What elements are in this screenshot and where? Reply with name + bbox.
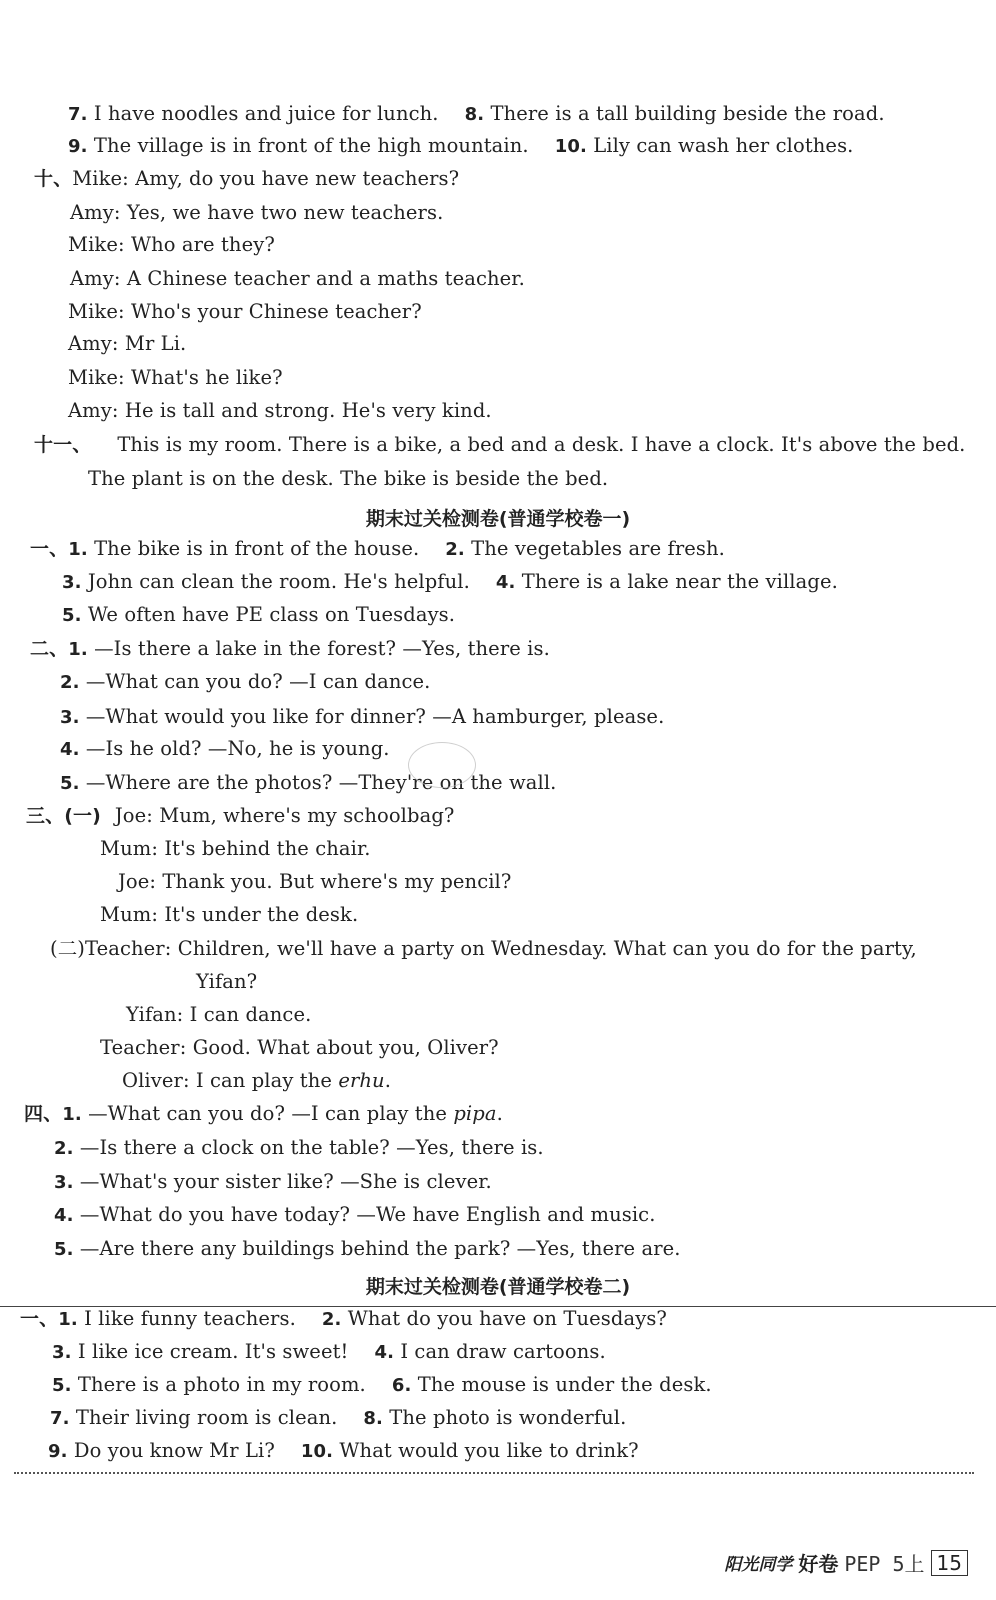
answer-line: 一、1. I like funny teachers. 2. What do you have on Tuesdays? — [20, 1307, 667, 1330]
dialog-line: Amy: Yes, we have two new teachers. — [70, 201, 444, 224]
exam-title-2: 期末过关检测卷(普通学校卷二) — [365, 1276, 631, 1298]
answer-line: 2. —What can you do? —I can dance. — [60, 670, 431, 693]
dialog-line: Amy: Mr Li. — [68, 332, 187, 355]
section-11-line2: The plant is on the desk. The bike is beside the bed. — [88, 467, 609, 490]
answer-line: 9. The village is in front of the high mountain. 10. Lily can wash her clothes. — [68, 134, 854, 157]
dialog-line-cont: Yifan? — [196, 970, 258, 993]
answer-line: 5. There is a photo in my room. 6. The mouse is under the desk. — [52, 1373, 712, 1396]
dialog-line: Teacher: Good. What about you, Oliver? — [100, 1036, 499, 1059]
answer-line: 四、1. —What can you do? —I can play the pipa. — [24, 1102, 503, 1125]
dialog-line: Mum: It's behind the chair. — [100, 837, 371, 860]
dialog-line: Oliver: I can play the erhu. — [122, 1069, 392, 1092]
answer-line: 9. Do you know Mr Li? 10. What would you like to drink? — [48, 1439, 639, 1462]
dialog-line: Mike: What's he like? — [68, 366, 283, 389]
dialog-line: Mike: Who are they? — [68, 233, 275, 256]
answer-line: 一、1. The bike is in front of the house. 2. The vegetables are fresh. — [30, 537, 725, 560]
dialog-line: Amy: A Chinese teacher and a maths teacher. — [70, 267, 525, 290]
answer-line: 3. —What would you like for dinner? —A hamburger, please. — [60, 705, 665, 728]
answer-line: 5. We often have PE class on Tuesdays. — [62, 603, 456, 626]
exam-title-1: 期末过关检测卷(普通学校卷一) — [365, 508, 631, 530]
answer-line: 3. John can clean the room. He's helpful. 4. There is a lake near the village. — [62, 570, 838, 593]
answer-line: 3. I like ice cream. It's sweet! 4. I can draw cartoons. — [52, 1340, 606, 1363]
dialog-line: (二)Teacher: Children, we'll have a party on Wednesday. What can you do for the party, — [50, 937, 917, 960]
watermark-stamp — [408, 742, 476, 788]
answer-line: 二、1. —Is there a lake in the forest? —Yes, there is. — [30, 637, 550, 660]
dialog-line: Amy: He is tall and strong. He's very kind. — [68, 399, 492, 422]
answer-line: 3. —What's your sister like? —She is clever. — [54, 1170, 492, 1193]
answer-line: 三、(一) Joe: Mum, where's my schoolbag? — [26, 804, 455, 827]
footer-label: 好卷 — [798, 1552, 839, 1576]
dialog-line: Yifan: I can dance. — [126, 1003, 312, 1026]
page-footer — [724, 1548, 968, 1577]
footer-divider — [14, 1472, 974, 1474]
dialog-line: Mike: Who's your Chinese teacher? — [68, 300, 422, 323]
dialog-line: Joe: Thank you. But where's my pencil? — [118, 870, 512, 893]
answer-line: 7. I have noodles and juice for lunch. 8. There is a tall building beside the road. — [68, 102, 885, 125]
answer-line: 2. —Is there a clock on the table? —Yes, there is. — [54, 1136, 544, 1159]
answer-line: 5. —Are there any buildings behind the park? —Yes, there are. — [54, 1237, 681, 1260]
section-11-line: 十一、 This is my room. There is a bike, a bed and a desk. I have a clock. It's above the bed. — [34, 433, 966, 456]
answer-line: 7. Their living room is clean. 8. The photo is wonderful. — [50, 1406, 627, 1429]
edition-code: PEP 5上 — [844, 1552, 925, 1576]
brand-logo: 阳光同学 — [724, 1555, 793, 1575]
answer-line: 4. —Is he old? —No, he is young. — [60, 737, 390, 760]
answer-line: 4. —What do you have today? —We have English and music. — [54, 1203, 656, 1226]
dialog-line: Mum: It's under the desk. — [100, 903, 359, 926]
page-number: 15 — [931, 1550, 968, 1576]
answer-line: 5. —Where are the photos? —They're on the wall. — [60, 771, 557, 794]
section-10-line: 十、Mike: Amy, do you have new teachers? — [34, 167, 460, 190]
